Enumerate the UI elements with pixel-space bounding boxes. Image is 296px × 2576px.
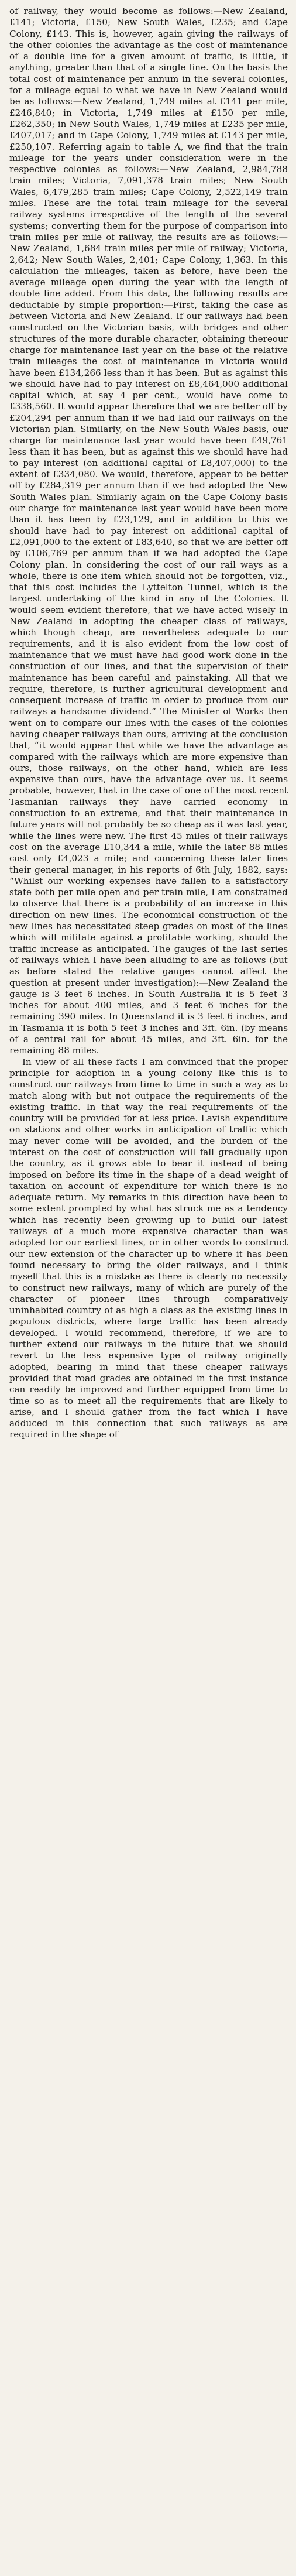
article-paragraph-1: of railway, they would become as follows:—New Zealand, £141; Victoria, £150; New South Wales, £235; and Cape Colony, £143. This is, however, again giving the railways of the other colonies the advantage as the cost of maintenance of a double line for a given amount of traffic, is little, if anything, greater than that of a single line. On the basis the total cost of maintenance per annum in the several colonies, for a mileage equal to what we have in New Zealand would be as follows:—New Zealand, 1,749 miles at £141 per mile, £246,840; in Victoria, 1,749 miles at £150 per mile, £262,350; in New South Wales, 1,749 miles at £235 per mile, £407,017; and in Cape Colony, 1,749 miles at £143 per mile, £250,107. Referring again to table A, we find that the train mileage for the years under consideration were in the respective colonies as follows:—New Zealand, 2,984,788 train miles; Victoria, 7,091,378 train miles; New South Wales, 6,479,285 train miles; Cape Colony, 2,522,149 train miles. These are the total train mileage for the several railway systems irrespective of the length of the several systems; converting them for the purpose of comparison into train miles per mile of railway, the results are as follows:—New Zealand, 1,684 train miles per mile of railway; Victoria, 2,642; New South Wales, 2,401; Cape Colony, 1,363. In this calculation the mileages, taken as before, have been the average mileage open during the year with the length of double line added. From this data, the following results are deductable by simple proportion:—First, taking the case as between Victoria and New Zealand. If our railways had been constructed on the Victorian basis, with bridges and other structures of the more durable character, obtaining thereour charge for maintenance last year on the base of the relative train mileages the cost of maintenance in Victoria would have been £134,266 less than it has been. But as against this we should have had to pay interest on £8,464,000 additional capital which, at say 4 per cent., would have come to £338,560. It would appear therefore that we are better off by £204,294 per annum than if we had laid our railways on the Victorian plan. Similarly, on the New South Wales basis, our charge for maintenance last year would have been £49,761 less than it has been, but as against this we should have had to pay interest (on additional capital of £8,407,000) to the extent of £334,080. We would, therefore, appear to be better off by £284,319 per annum than if we had adopted the New South Wales plan. Similarly again on the Cape Colony basis our charge for maintenance last year would have been more than it has been by £23,129, and in addition to this we should have had to pay interest on additional capital of £2,091,000 to the extent of £83,640, so that we are better off by £106,769 per annum than if we had adopted the Cape Colony plan. In considering the cost of our rail ways as a whole, there is one item which should not be forgotten, viz., that this cost includes the Lyttelton Tunnel, which is the largest undertaking of the kind in any of the Colonies. It would seem evident therefore, that we have acted wisely in New Zealand in adopting the cheaper class of railways, which though cheap, are nevertheless adequate to our requirements, and it is also evident from the low cost of maintenance that we must have had good work done in the construction of our lines, and that the supervision of their maintenance has been careful and painstaking. All that we require, therefore, is further agricultural development and consequent increase of traffic in order to produce from our railways a handsome dividend.” The Minister of Works then went on to compare our lines with the cases of the colonies having cheaper railways than ours, arriving at the conclusion that, “it would appear that while we have the advantage as compared with the railways which are more expensive than ours, those railways, on the other hand, which are less expensive than ours, have the advantage over us. It seems probable, however, that in the case of one of the most recent Tasmanian railways they have carried economy in construction to an extreme, and that their maintenance in future years will not probably be so cheap as it was last year, while the lines were new. The first 45 miles of their railways cost on the average £10,344 a mile, while the later 88 miles cost only £4,023 a mile; and concerning these later lines their general manager, in his reports of 6th July, 1882, says: “Whilst our working expenses have fallen to a satisfactory state both per mile open and per train mile, I am constrained to observe that there is a probability of an increase in this direction on new lines. The economical construction of the new lines has necessitated steep grades on most of the lines which will militate against a profitable working, should the traffic increase as anticipated. The gauges of the last series of railways which I have been alluding to are as follows (but as before stated the relative gauges cannot affect the question at present under investigation):—New Zealand the gauge is 3 feet 6 inches. In South Australia it is 5 feet 3 inches for about 400 miles, and 3 feet 6 inches for the remaining 390 miles. In Queensland it is 3 feet 6 inches, and in Tasmania it is both 5 feet 3 inches and 3ft. 6in. (by means of a central rail for about 45 miles, and 3ft. 6in. for the remaining 88 miles. bbox=[9, 6, 288, 1056]
article-paragraph-2: In view of all these facts I am convinced that the proper principle for adoption in a young colony like this is to construct our railways from time to time in such a way as to match along with but not outpace the requirements of the existing traffic. In that way the real requirements of the country will be provided for at less price. Lavish expenditure on stations and other works in anticipation of traffic which may never come will be avoided, and the burden of the interest on the cost of construction will fall gradually upon the country, as it grows able to bear it instead of being imposed on before its time in the shape of a dead weight of taxation on account of expenditure for which there is no adequate return. My remarks in this direction have been to some extent prompted by what has struck me as a tendency which has recently been growing up to build our latest railways of a much more expensive character than was adopted for our earliest lines, or in other words to construct our new extension of the character up to where it has been found necessary to bring the older railways, and I think myself that this is a mistake as there is clearly no necessity to construct new railways, many of which are purely of the character of pioneer lines through comparatively uninhabited country of as high a class as the existing lines in populous districts, where large traffic has been already developed. I would recommend, therefore, if we are to further extend our railways in the future that we should revert to the less expensive type of railway originally adopted, bearing in mind that these cheaper railways provided that road grades are obtained in the first instance can readily be improved and further equipped from time to time so as to meet all the requirements that are likely to arise, and I should gather from the fact which I have adduced in this connection that such railways as are required in the shape of bbox=[9, 1056, 288, 1440]
